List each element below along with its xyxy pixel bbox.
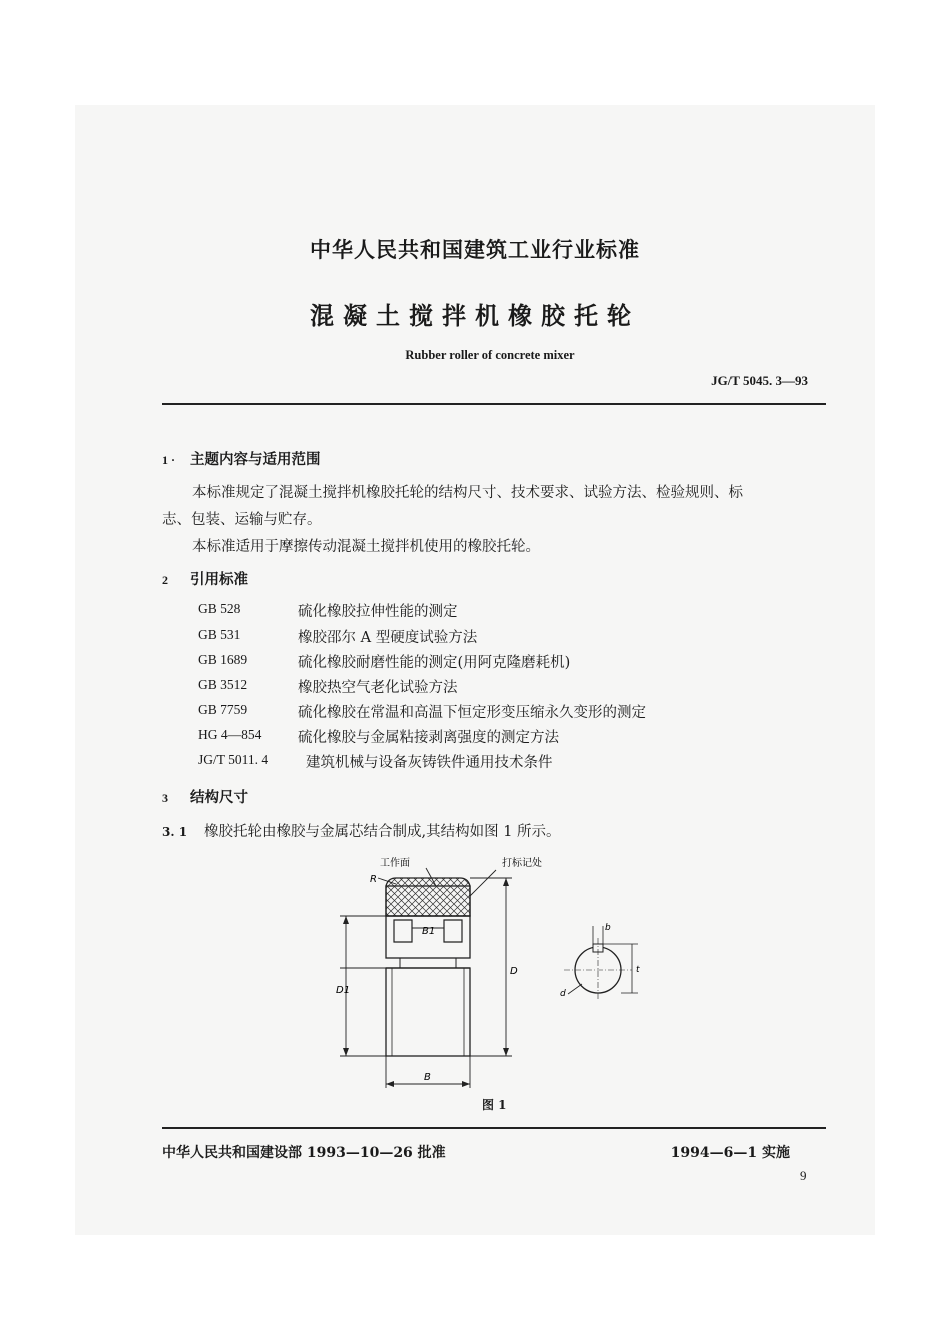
paragraph: 本标准规定了混凝土搅拌机橡胶托轮的结构尺寸、技术要求、试验方法、检验规则、标	[192, 485, 743, 501]
paragraph: 志、包装、运输与贮存。	[162, 512, 322, 528]
subsection-3-1	[162, 820, 561, 841]
document-title-en: Rubber roller of concrete mixer	[405, 348, 575, 362]
ref-code: JG/T 5011. 4	[198, 752, 269, 767]
paragraph: 本标准适用于摩擦传动混凝土搅拌机使用的橡胶托轮。	[192, 539, 540, 555]
section-title: 结构尺寸	[190, 789, 248, 806]
ref-name: 硫化橡胶与金属粘接剥离强度的测定方法	[298, 730, 559, 746]
footer-divider	[162, 1127, 826, 1129]
effective-date: 1994—6—1 实施	[670, 1145, 790, 1161]
ref-code: GB 1689	[198, 652, 248, 667]
label-d: d	[560, 989, 566, 999]
ref-name: 硫化橡胶耐磨性能的测定(用阿克隆磨耗机)	[298, 655, 571, 671]
label-t: t	[636, 965, 640, 975]
page-number: 9	[800, 1168, 807, 1183]
label-work-face: 工作面	[380, 858, 410, 869]
standard-code: JG/T 5045. 3—93	[711, 373, 808, 388]
ref-code: GB 3512	[198, 677, 248, 692]
section-3-heading	[162, 786, 248, 807]
label-D: D	[510, 966, 518, 977]
label-B: B	[424, 1072, 431, 1083]
label-D1: D1	[336, 985, 351, 996]
label-B1: B1	[422, 926, 436, 937]
ref-name: 硫化橡胶在常温和高温下恒定形变压缩永久变形的测定	[298, 705, 646, 721]
ref-name: 橡胶邵尔 A 型硬度试验方法	[298, 630, 478, 646]
section-number: 1 ·	[162, 453, 176, 467]
ref-code: HG 4—854	[198, 727, 262, 742]
ref-name: 橡胶热空气老化试验方法	[298, 680, 458, 696]
section-2-heading	[162, 568, 248, 589]
document-title-cn: 混凝土搅拌机橡胶托轮	[310, 301, 640, 330]
section-number: 3	[162, 791, 168, 805]
hub-detail-view	[564, 926, 638, 1000]
ref-code: GB 7759	[198, 702, 248, 717]
figure-caption: 图 1	[482, 1098, 507, 1112]
subsection-number: 3. 1	[162, 825, 188, 839]
standard-class-heading: 中华人民共和国建筑工业行业标准	[310, 237, 640, 262]
label-mark-location: 打标记处	[502, 858, 542, 869]
section-title: 引用标准	[190, 571, 248, 588]
ref-name: 硫化橡胶拉伸性能的测定	[298, 604, 458, 620]
section-number: 2	[162, 573, 168, 587]
label-b: b	[605, 923, 611, 933]
section-title: 主题内容与适用范围	[190, 451, 321, 468]
ref-code: GB 528	[198, 601, 241, 616]
section-1-heading	[162, 448, 321, 469]
label-R: R	[370, 874, 377, 885]
approval-line: 中华人民共和国建设部 1993—10—26 批准	[162, 1145, 446, 1161]
figure-1-drawing	[300, 848, 660, 1118]
ref-name: 建筑机械与设备灰铸铁件通用技术条件	[306, 755, 553, 771]
ref-code: GB 531	[198, 627, 241, 642]
roller-section-view	[386, 878, 470, 1056]
subsection-text: 橡胶托轮由橡胶与金属芯结合制成,其结构如图 1 所示。	[204, 824, 561, 840]
header-divider	[162, 403, 826, 405]
